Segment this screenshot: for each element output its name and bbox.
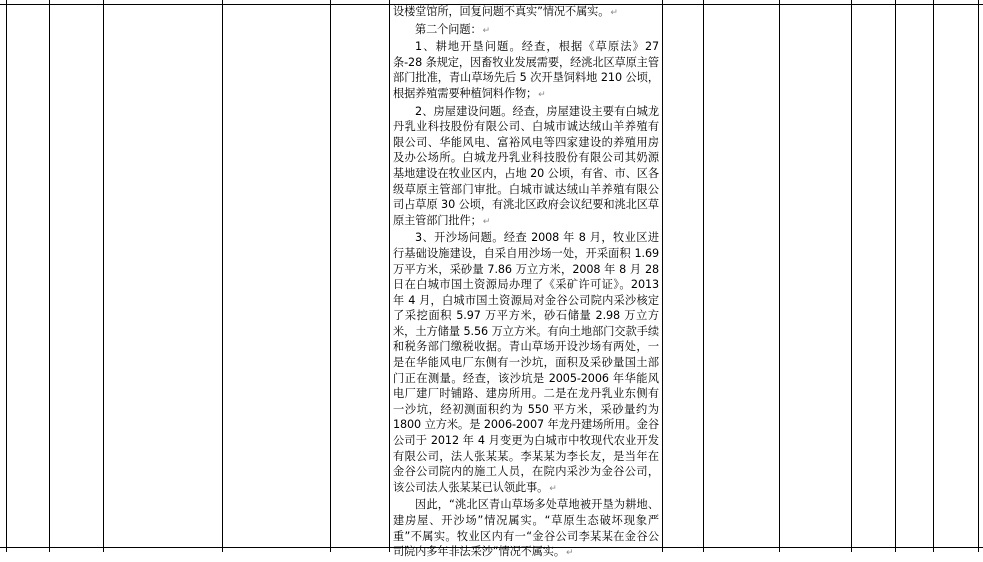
paragraph-mark: ↵: [610, 8, 618, 18]
paragraph-mark: ↵: [549, 483, 557, 494]
paragraph-second-issue-heading: 第二个问题：↵: [415, 22, 490, 36]
paragraph-mark: ↵: [482, 25, 490, 36]
table-column-border: [978, 0, 979, 552]
table-column-border: [851, 0, 852, 552]
table-column-border: [895, 0, 896, 552]
paragraph-land-reclamation: 1、耕地开垦问题。经查，根据《草原法》27条-28 条规定，因畜牧业发展需要，经洮北区草原主管部门批准，青山草场先后 5 次开垦饲料地 210 公顷，根据养殖需要种植饲料作物；↵: [393, 40, 659, 100]
table-column-border: [222, 0, 223, 552]
table-column-border: [703, 0, 704, 552]
paragraph-conclusion-tail: 设楼堂馆所，回复问题不真实”情况不属实。↵: [393, 5, 618, 18]
paragraph-building-construction: 2、房屋建设问题。经查，房屋建设主要有白城龙丹乳业科技股份有限公司、白城市诚达绒山羊养殖有限公司、华能风电、富裕风电等四家建设的养殖用房及办公场所。白城龙丹乳业科技股份有限公司其奶源基地建设在牧业区内，占地 20 公顷，有省、市、区各级草原主管部门审批。白城市诚达绒山羊养殖有限公司占草原 30 公顷，有洮北区政府会议纪要和洮北区草原主管部门批件；↵: [393, 104, 659, 227]
table-column-border: [662, 0, 663, 552]
paragraph-mark: ↵: [566, 548, 574, 559]
table-column-border: [103, 0, 104, 552]
table-column-border: [779, 0, 780, 552]
paragraph-sand-pits: 3、开沙场问题。经查 2008 年 8 月，牧业区进行基础设施建设，自采自用沙场一处，开采面积 1.69 万平方米，采砂量 7.86 万立方米，2008 年 8 月 28 日在白城市国土资源局办理了《采矿许可证》。2013 年 4 月，白城市国土资源局对金谷公司院内采沙核定了采挖面积 5.97 万平方米，砂石储量 2.98 万立方米，土方储量 5.56 万立方米。有向土地部门交款手续和税务部门缴税收据。青山草场开设沙场有两处，一是在华能风电厂东侧有一沙坑，面积及采砂量国土部门正在测量。经查，该沙坑是 2005-2006 年华能风电厂建厂时铺路、建房所用。二是在龙丹乳业东侧有一沙坑，经初测面积约为 550 平方米，采砂量约为 1800 立方米。是 2006-2007 年龙丹建场所用。金谷公司于 2012 年 4 月变更为白城市中牧现代农业开发有限公司，法人张某某。李某某为李长友，是当年在金谷公司院内的施工人员，在院内采沙为金谷公司，该公司法人张某某已认领此事。↵: [393, 231, 659, 494]
table-column-border: [389, 0, 390, 552]
paragraph-mark: ↵: [538, 89, 546, 100]
paragraph-mark: ↵: [482, 216, 491, 227]
table-column-border: [330, 0, 331, 552]
findings-text-cell: [393, 4, 659, 562]
paragraph-conclusion: 因此，“洮北区青山草场多处草地被开垦为耕地、建房屋、开沙场”情况属实。“草原生态破坏现象严重”不属实。牧业区内有一“金谷公司李某某在金谷公司院内多年非法采沙”情况不属实。↵: [393, 498, 659, 559]
table-column-border: [49, 0, 50, 552]
table-column-border: [6, 0, 7, 552]
table-column-border: [933, 0, 934, 552]
